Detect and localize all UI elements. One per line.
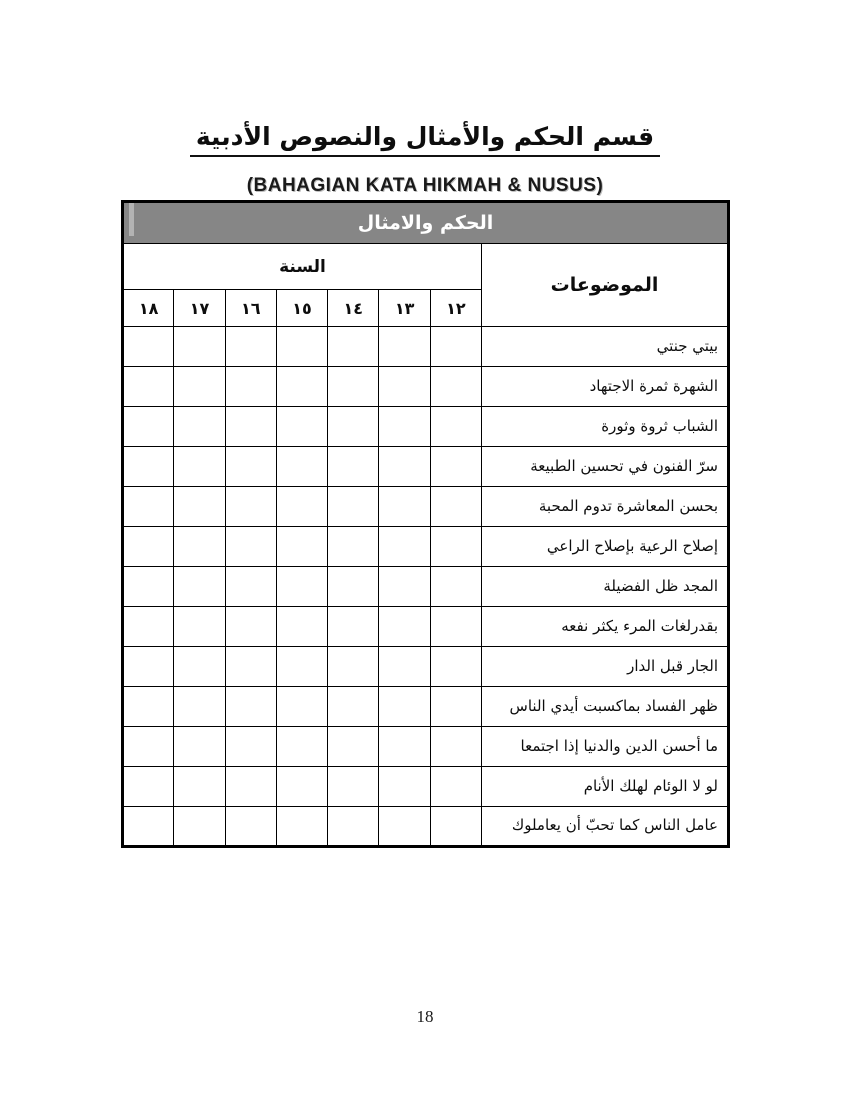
year-cell [123, 767, 174, 807]
year-cell [430, 687, 481, 727]
year-cell [430, 767, 481, 807]
year-cell [276, 487, 327, 527]
table-banner-cell [123, 202, 729, 244]
year-cell [276, 527, 327, 567]
topic-label: ظهر الفساد بماكسبت أيدي الناس [482, 687, 729, 727]
table-row [123, 407, 729, 447]
topic-label: سرّ الفنون في تحسين الطبيعة [482, 447, 729, 487]
year-cell [174, 647, 225, 687]
table-row [123, 567, 729, 607]
table-row [123, 607, 729, 647]
year-group-header: السنة [123, 244, 482, 290]
year-cell [328, 367, 379, 407]
table-row [123, 527, 729, 567]
year-cell [328, 727, 379, 767]
table-row [123, 727, 729, 767]
table-banner-title: الحكم والامثال [357, 212, 494, 234]
topic-label: إصلاح الرعية بإصلاح الراعي [482, 527, 729, 567]
banner-bevel-decoration [129, 203, 134, 236]
year-cell [276, 807, 327, 847]
year-cell [379, 527, 430, 567]
year-cell [225, 487, 276, 527]
topic-label: ما أحسن الدين والدنيا إذا اجتمعا [482, 727, 729, 767]
year-cell [430, 727, 481, 767]
year-header-15: ١٥ [276, 290, 327, 327]
year-cell [276, 767, 327, 807]
year-cell [174, 687, 225, 727]
year-cell [225, 607, 276, 647]
year-cell [225, 647, 276, 687]
year-cell [225, 767, 276, 807]
year-cell [174, 727, 225, 767]
year-cell [123, 687, 174, 727]
header-row-year-span [123, 244, 729, 290]
year-cell [174, 327, 225, 367]
year-cell [174, 527, 225, 567]
year-cell [123, 647, 174, 687]
year-cell [430, 527, 481, 567]
year-cell [225, 687, 276, 727]
year-cell [379, 647, 430, 687]
year-cell [174, 567, 225, 607]
year-cell [123, 567, 174, 607]
year-cell [379, 487, 430, 527]
year-cell [123, 487, 174, 527]
year-cell [379, 367, 430, 407]
topic-label: عامل الناس كما تحبّ أن يعاملوك [482, 807, 729, 847]
year-cell [430, 367, 481, 407]
page-number: 18 [416, 1007, 434, 1026]
year-header-13: ١٣ [379, 290, 430, 327]
year-cell [174, 487, 225, 527]
year-cell [430, 447, 481, 487]
year-cell [123, 607, 174, 647]
year-cell [276, 367, 327, 407]
year-cell [379, 727, 430, 767]
table-row [123, 487, 729, 527]
year-cell [225, 367, 276, 407]
page-title: قسم الحكم والأمثال والنصوص الأدبية [190, 122, 660, 157]
topic-label: الشهرة ثمرة الاجتهاد [482, 367, 729, 407]
hikmah-table [121, 200, 730, 848]
year-cell [379, 567, 430, 607]
year-cell [123, 367, 174, 407]
table-row [123, 647, 729, 687]
year-cell [225, 447, 276, 487]
year-cell [174, 407, 225, 447]
year-cell [174, 367, 225, 407]
topic-label: بيتي جنتي [482, 327, 729, 367]
table-row [123, 447, 729, 487]
year-cell [430, 327, 481, 367]
table-row [123, 807, 729, 847]
year-cell [276, 647, 327, 687]
year-cell [174, 607, 225, 647]
year-cell [430, 647, 481, 687]
year-cell [276, 687, 327, 727]
year-cell [123, 807, 174, 847]
year-cell [328, 567, 379, 607]
year-cell [276, 727, 327, 767]
year-cell [379, 687, 430, 727]
year-cell [225, 527, 276, 567]
table-row [123, 767, 729, 807]
year-cell [276, 407, 327, 447]
year-cell [123, 407, 174, 447]
year-cell [276, 327, 327, 367]
year-cell [225, 567, 276, 607]
topic-label: المجد ظل الفضيلة [482, 567, 729, 607]
year-cell [328, 447, 379, 487]
year-cell [328, 487, 379, 527]
year-cell [328, 527, 379, 567]
year-cell [276, 447, 327, 487]
year-cell [123, 447, 174, 487]
year-cell [328, 607, 379, 647]
year-cell [328, 327, 379, 367]
year-cell [430, 567, 481, 607]
topic-label: بقدرلغات المرء يكثر نفعه [482, 607, 729, 647]
page-subtitle: (BAHAGIAN KATA HIKMAH & NUSUS) [246, 175, 604, 196]
year-cell [379, 807, 430, 847]
topic-label: الشباب ثروة وثورة [482, 407, 729, 447]
year-cell [123, 527, 174, 567]
year-cell [225, 807, 276, 847]
year-cell [174, 447, 225, 487]
year-cell [430, 407, 481, 447]
year-cell [328, 767, 379, 807]
year-cell [379, 767, 430, 807]
year-cell [379, 447, 430, 487]
year-header-14: ١٤ [328, 290, 379, 327]
year-cell [174, 767, 225, 807]
year-cell [225, 327, 276, 367]
year-cell [430, 487, 481, 527]
year-cell [276, 567, 327, 607]
year-cell [379, 607, 430, 647]
year-header-12: ١٢ [430, 290, 481, 327]
hikmah-table-container [121, 200, 730, 848]
topic-label: بحسن المعاشرة تدوم المحبة [482, 487, 729, 527]
table-row [123, 367, 729, 407]
year-cell [225, 407, 276, 447]
year-cell [225, 727, 276, 767]
year-cell [123, 327, 174, 367]
year-cell [430, 807, 481, 847]
year-header-17: ١٧ [174, 290, 225, 327]
year-cell [123, 727, 174, 767]
year-cell [379, 407, 430, 447]
banner-row [123, 202, 729, 244]
year-cell [430, 607, 481, 647]
year-cell [174, 807, 225, 847]
table-row [123, 327, 729, 367]
topics-column-header: الموضوعات [482, 244, 729, 327]
year-cell [328, 687, 379, 727]
year-header-18: ١٨ [123, 290, 174, 327]
topic-label: الجار قبل الدار [482, 647, 729, 687]
year-cell [328, 807, 379, 847]
year-cell [379, 327, 430, 367]
topic-label: لو لا الوئام لهلك الأنام [482, 767, 729, 807]
year-header-16: ١٦ [225, 290, 276, 327]
year-cell [328, 407, 379, 447]
table-row [123, 687, 729, 727]
year-cell [328, 647, 379, 687]
year-cell [276, 607, 327, 647]
